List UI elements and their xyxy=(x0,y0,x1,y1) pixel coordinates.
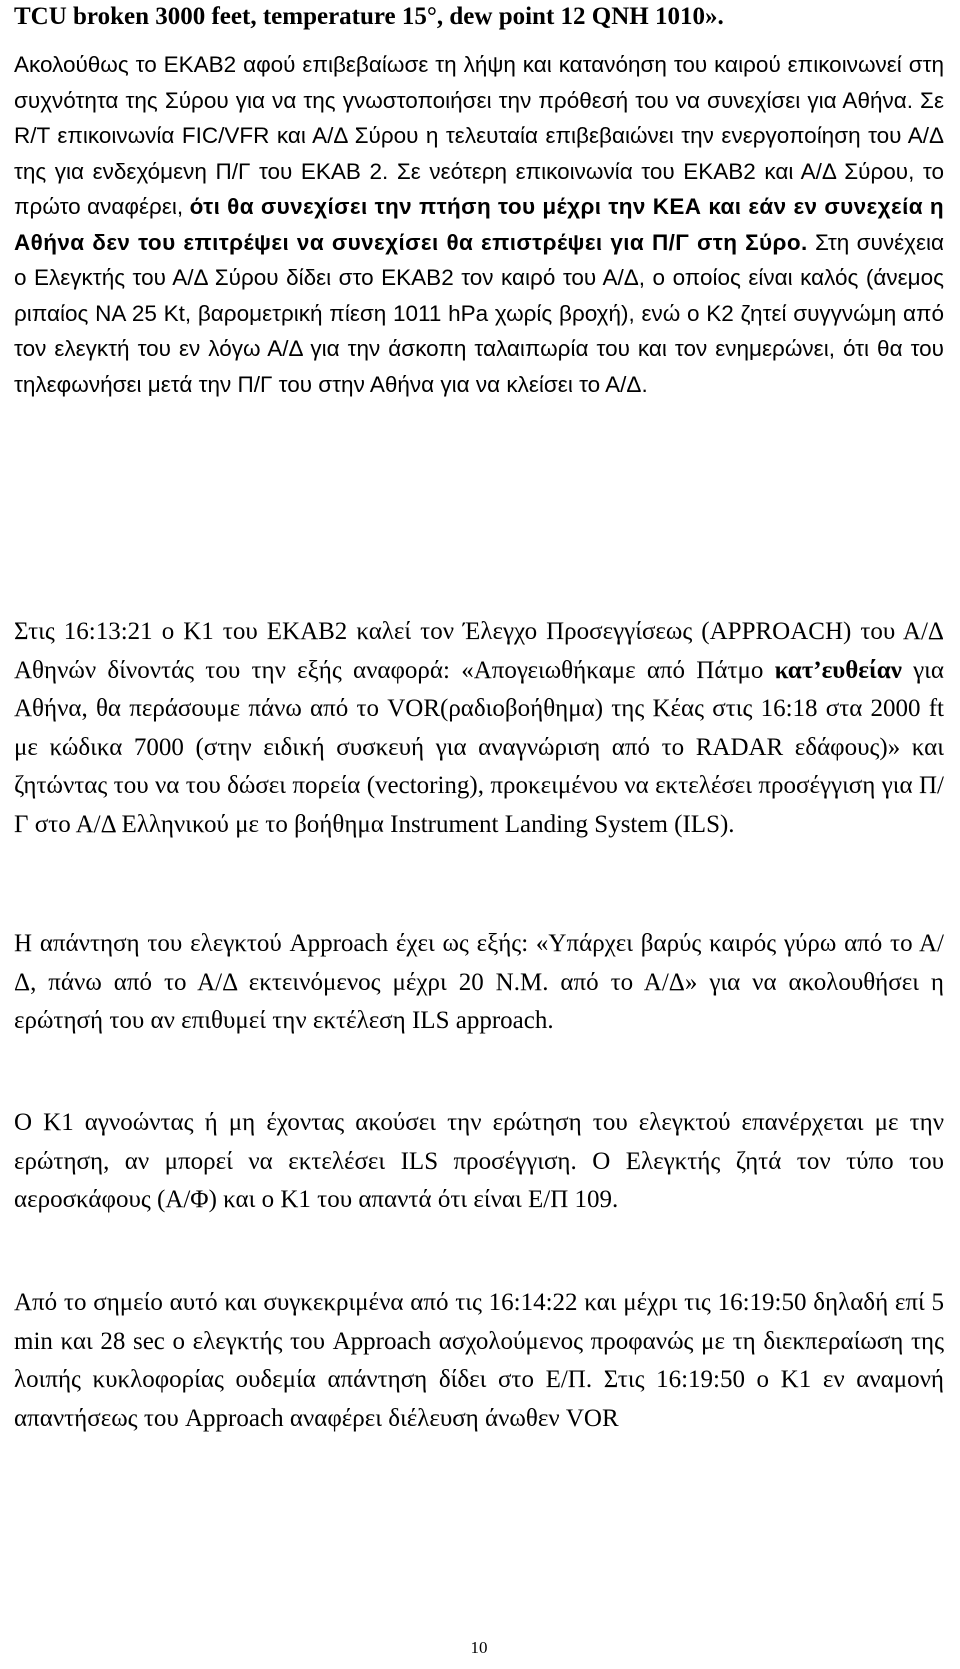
paragraph-no-response: Από το σημείο αυτό και συγκεκριμένα από τις 16:14:22 και μέχρι τις 16:19:50 δηλαδή επί 5 min και 28 sec ο ελεγκτής του Approach ασχολούμενος προφανώς με τη διεκπεραίωση της λοιπής κυκλοφορίας ουδεμία απάντηση δίδει στο Ε/Π. Στις 16:19:50 ο Κ1 εν αναμονή απαντήσεως του Approach αναφέρει διέλευση άνωθεν VOR xyxy=(14,1289,944,1432)
paragraph-text: Ακολούθως το ΕΚΑΒ2 αφού επιβεβαίωσε τη λήψη και κατανόηση του καιρού επικοινωνεί στη συχνότητα της Σύρου για να της γνωστοποιήσει την πρόθεσή του να συνεχίσει για Αθήνα. Σε R/T επικοινωνία FIC/VFR και Α/Δ Σύρου η τελευταία επιβεβαιώνει την ενεργοποίηση του Α/Δ της για ενδεχόμενη Π/Γ του ΕΚΑΒ 2. Σε νεότερη επικοινωνία του ΕΚΑΒ2 και Α/Δ Σύρου, το πρώτο αναφέρει, xyxy=(14,52,944,219)
paragraph-k1-question: Ο Κ1 αγνοώντας ή μη έχοντας ακούσει την ερώτηση του ελεγκτού επανέρχεται με την ερώτηση, αν μπορεί να εκτελέσει ILS προσέγγιση. Ο Ελεγκτής ζητά τον τύπο του αεροσκάφους (Α/Φ) και ο Κ1 του απαντά ότι είναι Ε/Π 109. xyxy=(14,1109,944,1214)
paragraph-approach-call xyxy=(14,613,944,845)
paragraph-approach-reply: Η απάντηση του ελεγκτού Approach έχει ως εξής: «Υπάρχει βαρύς καιρός γύρω από το Α/Δ, πάνω από το Α/Δ εκτεινόμενος μέχρι 20 Ν.Μ. από το Α/Δ» για να ακολουθήσει η ερώτησή του αν επιθυμεί την εκτέλεση ILS approach. xyxy=(14,930,944,1035)
paragraph-weather-report: TCU broken 3000 feet, temperature 15°, dew point 12 QNH 1010». xyxy=(14,3,724,30)
paragraph-text: Στις 16:13:21 ο Κ1 του ΕΚΑΒ2 καλεί τον Έλεγχο Προσεγγίσεως (APPROACH) του Α/Δ Αθηνών δίνοντάς του την εξής αναφορά: «Απογειωθήκαμε από Πάτμο xyxy=(14,618,944,684)
page-number: 10 xyxy=(470,1638,488,1657)
paragraph-text: για Αθήνα, θα περάσουμε πάνω από το VOR(ραδιοβοήθημα) της Κέας στις 16:18 στα 2000 ft με κώδικα 7000 (στην ειδική συσκευή για αναγνώριση από το RADAR εδάφους)» και ζητώντας του να του δώσει πορεία (vectoring), προκειμένου να εκτελέσει προσέγγιση για Π/Γ στο Α/Δ Ελληνικού με το βοήθημα Instrument Landing System (ILS). xyxy=(14,656,944,838)
paragraph-text: Στη συνέχεια ο Ελεγκτής του Α/Δ Σύρου δίδει στο ΕΚΑΒ2 τον καιρό του Α/Δ, ο οποίος είναι καλός (άνεμος ριπαίος ΝΑ 25 Kt, βαρομετρική πίεση 1011 hPa χωρίς βροχή), ενώ ο Κ2 ζητεί συγγνώμη από τον ελεγκτή του εν λόγω Α/Δ για την άσκοπη ταλαιπωρία του και τον ενημερώνει, ότι θα του τηλεφωνήσει μετά την Π/Γ του στην Αθήνα για να κλείσει το Α/Δ. xyxy=(14,229,944,397)
emphasized-text: ότι θα συνεχίσει την πτήση του μέχρι την ΚΕΑ και εάν εν συνεχεία η Αθήνα δεν του επιτρέψει να συνεχίσει θα επιστρέψει για Π/Γ στη Σύρο. xyxy=(14,194,945,255)
paragraph-ekab2-syros xyxy=(14,47,944,402)
emphasized-text: κατ’ευθείαν xyxy=(774,656,902,684)
